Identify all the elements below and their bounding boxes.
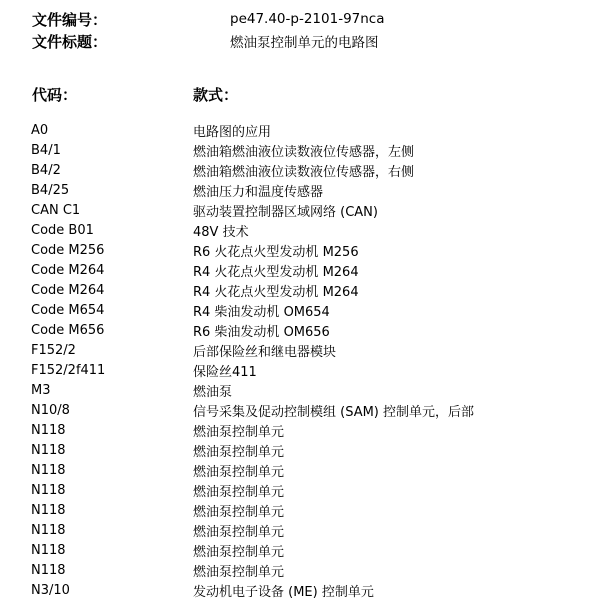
table-row [31,480,596,500]
style-cell: 燃油泵 [193,384,233,400]
table-header [32,84,592,105]
table-row [31,340,596,360]
style-cell: 燃油泵控制单元 [193,484,285,500]
code-cell: Code M654 [31,302,105,318]
style-cell: 燃油泵控制单元 [193,544,285,560]
table-row [31,300,596,320]
style-cell: R4 火花点火型发动机 M264 [193,264,359,280]
style-cell: 燃油泵控制单元 [193,524,285,540]
code-cell: N118 [31,562,66,578]
table-row [31,420,596,440]
code-cell: N118 [31,422,66,438]
code-table [31,120,596,600]
file-title-label: 文件标题： [32,32,108,51]
style-cell: R4 火花点火型发动机 M264 [193,284,359,300]
table-row [31,540,596,560]
code-cell: N118 [31,542,66,558]
document-meta [32,8,592,52]
file-number-row [32,8,592,30]
code-cell: B4/2 [31,162,61,178]
table-row [31,520,596,540]
file-number-value: pe47.40-p-2101-97nca [230,11,385,27]
code-cell: Code B01 [31,222,94,238]
file-number-label: 文件编号： [32,10,108,29]
table-row [31,120,596,140]
code-cell: N3/10 [31,582,70,598]
table-row [31,160,596,180]
table-row [31,400,596,420]
style-cell: 电路图的应用 [193,124,272,140]
table-row [31,240,596,260]
code-cell: N118 [31,442,66,458]
style-cell: 后部保险丝和继电器模块 [193,344,337,360]
table-row [31,440,596,460]
file-title-row [32,30,592,52]
style-cell: R4 柴油发动机 OM654 [193,304,330,320]
table-row [31,380,596,400]
table-row [31,280,596,300]
code-cell: M3 [31,382,51,398]
code-cell: N118 [31,482,66,498]
table-row [31,140,596,160]
table-row [31,500,596,520]
code-cell: Code M264 [31,282,105,298]
style-cell: 燃油箱燃油液位读数液位传感器，左侧 [193,144,415,160]
style-cell: 燃油箱燃油液位读数液位传感器，右侧 [193,164,415,180]
code-cell: N10/8 [31,402,70,418]
code-cell: A0 [31,122,49,138]
table-row [31,360,596,380]
style-cell: R6 柴油发动机 OM656 [193,324,330,340]
style-cell: 信号采集及促动控制模组 (SAM) 控制单元，后部 [193,404,475,420]
code-cell: B4/25 [31,182,70,198]
style-cell: 发动机电子设备 (ME) 控制单元 [193,584,374,600]
code-cell: Code M264 [31,262,105,278]
table-row [31,180,596,200]
style-column-header: 款式： [193,86,239,104]
code-cell: CAN C1 [31,202,81,218]
code-cell: Code M256 [31,242,105,258]
table-row [31,260,596,280]
style-cell: 燃油泵控制单元 [193,564,285,580]
code-cell: Code M656 [31,322,105,338]
style-cell: 燃油压力和温度传感器 [193,184,324,200]
code-cell: N118 [31,502,66,518]
code-cell: N118 [31,522,66,538]
file-title-value: 燃油泵控制单元的电路图 [230,35,379,51]
code-cell: N118 [31,462,66,478]
style-cell: 燃油泵控制单元 [193,444,285,460]
style-cell: 保险丝411 [193,364,257,380]
table-row [31,200,596,220]
style-cell: R6 火花点火型发动机 M256 [193,244,359,260]
table-row [31,460,596,480]
table-row [31,220,596,240]
style-cell: 燃油泵控制单元 [193,504,285,520]
style-cell: 48V 技术 [193,224,249,240]
table-row [31,560,596,580]
table-row [31,580,596,600]
code-cell: F152/2 [31,342,76,358]
code-cell: B4/1 [31,142,61,158]
code-cell: F152/2f411 [31,362,106,378]
table-row [31,320,596,340]
style-cell: 燃油泵控制单元 [193,464,285,480]
style-cell: 驱动装置控制器区域网络 (CAN) [193,204,378,220]
code-column-header: 代码： [32,86,78,104]
style-cell: 燃油泵控制单元 [193,424,285,440]
